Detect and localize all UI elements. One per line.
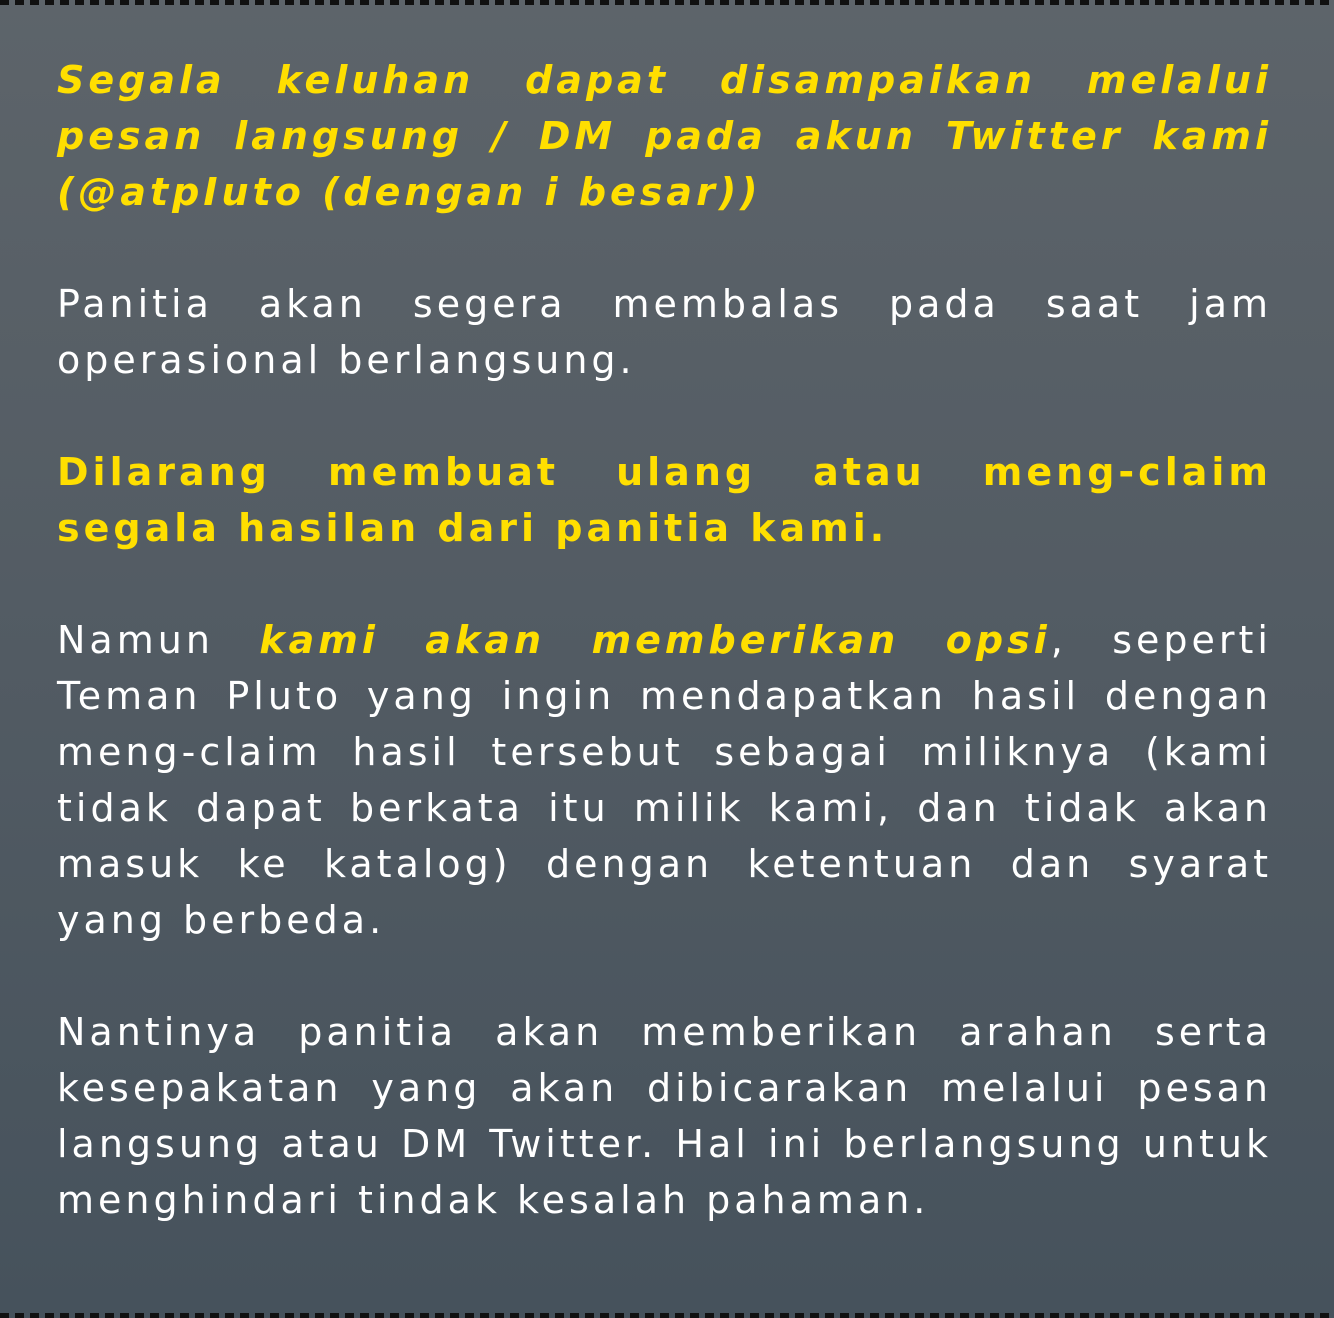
response-paragraph: Panitia akan segera membalas pada saat jam operasional berlangsung. — [57, 282, 1272, 382]
card-content — [57, 52, 1272, 1284]
bottom-dashed-border — [0, 1313, 1334, 1318]
complaint-paragraph: Segala keluhan dapat disampaikan melalui pesan langsung / DM pada akun Twitter kami (@atpIuto (dengan i besar)) — [57, 58, 1272, 214]
option-intro-text: Namun — [57, 618, 260, 662]
option-detail-text: , seperti Teman Pluto yang ingin mendapatkan hasil dengan meng-claim hasil tersebut sebagai miliknya (kami tidak dapat berkata itu milik kami, dan tidak akan masuk ke katalog) dengan ketentuan dan syarat yang berbeda. — [57, 618, 1272, 942]
option-highlight-text: kami akan memberikan opsi — [259, 618, 1051, 662]
option-paragraph — [57, 612, 1272, 948]
guidance-paragraph: Nantinya panitia akan memberikan arahan serta kesepakatan yang akan dibicarakan melalui pesan langsung atau DM Twitter. Hal ini berlangsung untuk menghindari tindak kesalah pahaman. — [57, 1010, 1272, 1222]
prohibition-paragraph: Dilarang membuat ulang atau meng-claim segala hasilan dari panitia kami. — [57, 450, 1272, 550]
top-dashed-border — [0, 0, 1334, 5]
